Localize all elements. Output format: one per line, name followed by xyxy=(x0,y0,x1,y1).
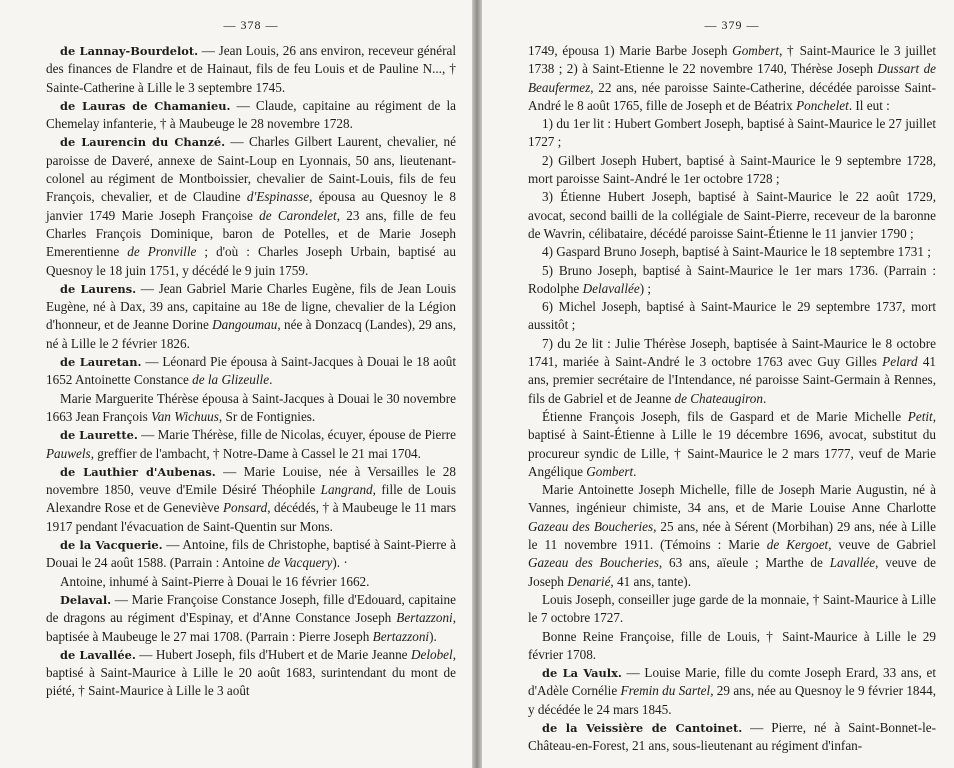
entry-la-vaulx: de La Vaulx. — Louise Marie, fille du comte Joseph Erard, 33 ans, et d'Adèle Cornélie Fremin du Sartel, 29 ans, née au Quesnoy le 9 février 1844, y décédée le 24 mars 1845. xyxy=(528,665,936,717)
entry-laurette: de Laurette. — Marie Thérèse, fille de Nicolas, écuyer, épouse de Pierre Pauwels, greffier de l'ambacht, † Notre-Dame à Cassel le 21 mai 1704. xyxy=(46,427,457,461)
entry-marie-antoinette: Marie Antoinette Joseph Michelle, fille de Joseph Marie Augustin, né à Vannes, ingénieur chimiste, 34 ans, et de Marie Louise Anne Charlotte Gazeau des Boucheries, 25 ans, née à Sérent (Morbihan) 29 ans, née à Lille le 11 novembre 1911. (Témoins : Marie de Kergoet, veuve de Gabriel Gazeau des Boucheries, 63 ans, aïeule ; Marthe de Lavallée, veuve de Joseph Denarié, 41 ans, tante). xyxy=(528,482,936,589)
entry-lauretan: de Lauretan. — Léonard Pie épousa à Saint-Jacques à Douai le 18 août 1652 Antoinette Constance de la Glizeulle. xyxy=(46,354,456,388)
entry-la-vacquerie: de la Vacquerie. — Antoine, fils de Christophe, baptisé à Saint-Pierre à Douai le 24 août 1588. (Parrain : Antoine de Vacquery). · xyxy=(46,537,456,571)
entry-lannay-bourdelot: de Lannay-Bourdelot. — Jean Louis, 26 ans environ, receveur général des finances de Flandre et de Hainaut, fils de feu Louis et de Pauline N..., † Sainte-Catherine à Lille le 3 septembre 1745. xyxy=(46,43,456,95)
left-page-text xyxy=(46,42,456,701)
child-item-5: 5) Bruno Joseph, baptisé à Saint-Maurice le 1er mars 1736. (Parrain : Rodolphe Delavallée) ; xyxy=(528,262,936,296)
page-number-left: — 378 — xyxy=(223,18,279,32)
page-number-right: — 379 — xyxy=(704,18,760,32)
entry-louis-joseph: Louis Joseph, conseiller juge garde de la monnaie, † Saint-Maurice à Lille le 7 octobre 1727. xyxy=(528,591,936,626)
child-item-7: 7) du 2e lit : Julie Thérèse Joseph, baptisée à Saint-Maurice le 8 octobre 1741, mariée à Saint-André le 3 octobre 1763 avec Guy Gilles Pelard 41 ans, premier secrétaire de l'Intendance, né paroisse Saint-Germain à Rennes, fils de Gabriel et de Jeanne de Chateaugiron. xyxy=(528,335,937,406)
entry-la-veissiere: de la Veissière de Cantoinet. — Pierre, né à Saint-Bonnet-le-Château-en-Forest, 21 ans, sous-lieutenant au régiment d'infan- xyxy=(528,719,936,754)
entry-laurencin-du-chanze: de Laurencin du Chanzé. — Charles Gilbert Laurent, chevalier, né paroisse de Daveré, annexe de Saint-Loup en Lyonnais, 50 ans, lieutenant-colonel au régiment de Montboissier, chevalier de Saint-Louis, fils de feu François, chevalier, et de Claudine d'Espinasse, épousa au Quesnoy le 8 janvier 1749 Marie Joseph Françoise de Carondelet, 23 ans, fille de feu Charles François Dominique, baron de Potelles, et de Marie Joseph Emerentienne de Pronville ; d'où : Charles Joseph Urbain, baptisé au Quesnoy le 18 juin 1751, y décédé le 9 juin 1759. xyxy=(46,134,457,278)
entry-lauretan-marie-marguerite: Marie Marguerite Thérèse épousa à Saint-Jacques à Douai le 30 novembre 1663 Jean François Van Wichuus, Sr de Fontignies. xyxy=(46,390,456,424)
right-page-text xyxy=(528,42,936,756)
entry-lauthier-d-aubenas: de Lauthier d'Aubenas. — Marie Louise, née à Versailles le 28 novembre 1850, veuve d'Emile Désiré Théophile Langrand, fille de Louis Alexandre Rose et de Geneviève Ponsard, décédés, † à Maubeuge le 11 mars 1917 pendant l'évacuation de Saint-Quentin sur Mons. xyxy=(46,463,456,534)
child-item-3: 3) Étienne Hubert Joseph, baptisé à Saint-Maurice le 22 août 1729, avocat, second bailli de la collégiale de Saint-Pierre, receveur de la baronne de Wavrin, célibataire, décédé paroisse Saint-Étienne le 11 janvier 1790 ; xyxy=(528,189,936,241)
child-item-4: 4) Gaspard Bruno Joseph, baptisé à Saint-Maurice le 18 septembre 1731 ; xyxy=(542,244,931,260)
child-item-6: 6) Michel Joseph, baptisé à Saint-Maurice le 29 septembre 1737, mort aussitôt ; xyxy=(528,299,936,333)
entry-lavallee-continued: 1749, épousa 1) Marie Barbe Joseph Gombert, † Saint-Maurice le 3 juillet 1738 ; 2) à Saint-Etienne le 22 novembre 1740, Thérèse Joseph Dussart de Beaufermez, 22 ans, née paroisse Sainte-Catherine, décédée paroisse Saint-André le 8 août 1765, fille de Joseph et de Béatrix Ponchelet. Il eut : xyxy=(528,43,937,113)
entry-lauras-de-chamanieu: de Lauras de Chamanieu. — Claude, capitaine au régiment de la Chemelay infanterie, † à Maubeuge le 28 novembre 1728. xyxy=(46,97,456,132)
entry-la-vacquerie-antoine: Antoine, inhumé à Saint-Pierre à Douai le 16 février 1662. xyxy=(60,573,370,589)
left-page xyxy=(0,0,472,768)
child-item-1: 1) du 1er lit : Hubert Gombert Joseph, baptisé à Saint-Maurice le 27 juillet 1727 ; xyxy=(528,116,936,150)
entry-delaval: Delaval. — Marie Françoise Constance Joseph, fille d'Edouard, capitaine de dragons au régiment d'Espinay, et d'Anne Constance Joseph Bertazzoni, baptisée à Maubeuge le 27 mai 1708. (Parrain : Pierre Joseph Bertazzoni). xyxy=(46,591,456,644)
entry-lavallee: de Lavallée. — Hubert Joseph, fils d'Hubert et de Marie Jeanne Delobel, baptisé à Saint-Maurice à Lille le 20 août 1683, surintendant du mont de piété, † Saint-Maurice à Lille le 3 août xyxy=(46,646,456,699)
entry-laurens: de Laurens. — Jean Gabriel Marie Charles Eugène, fils de Jean Louis Eugène, né à Dax, 39 ans, capitaine au 18e de ligne, chevalier de la Légion d'honneur, et de Jeanne Dorine Dangoumau, née à Donzacq (Landes), 29 ans, né à Lille le 2 février 1826. xyxy=(46,280,457,351)
right-page xyxy=(482,0,954,768)
entry-etienne-francois-joseph: Étienne François Joseph, fils de Gaspard et de Marie Michelle Petit, baptisé à Saint-Étienne à Lille le 19 décembre 1696, avocat, substitut du procureur syndic de Lille, † Saint-Maurice le 2 mars 1777, veuf de Marie Angélique Gombert. xyxy=(528,408,936,479)
child-item-2: 2) Gilbert Joseph Hubert, baptisé à Saint-Maurice le 9 septembre 1728, mort paroisse Saint-André le 1er octobre 1728 ; xyxy=(528,152,936,187)
book-gutter xyxy=(472,0,482,768)
entry-bonne-reine: Bonne Reine Françoise, fille de Louis, † Saint-Maurice à Lille le 29 février 1708. xyxy=(528,628,936,662)
